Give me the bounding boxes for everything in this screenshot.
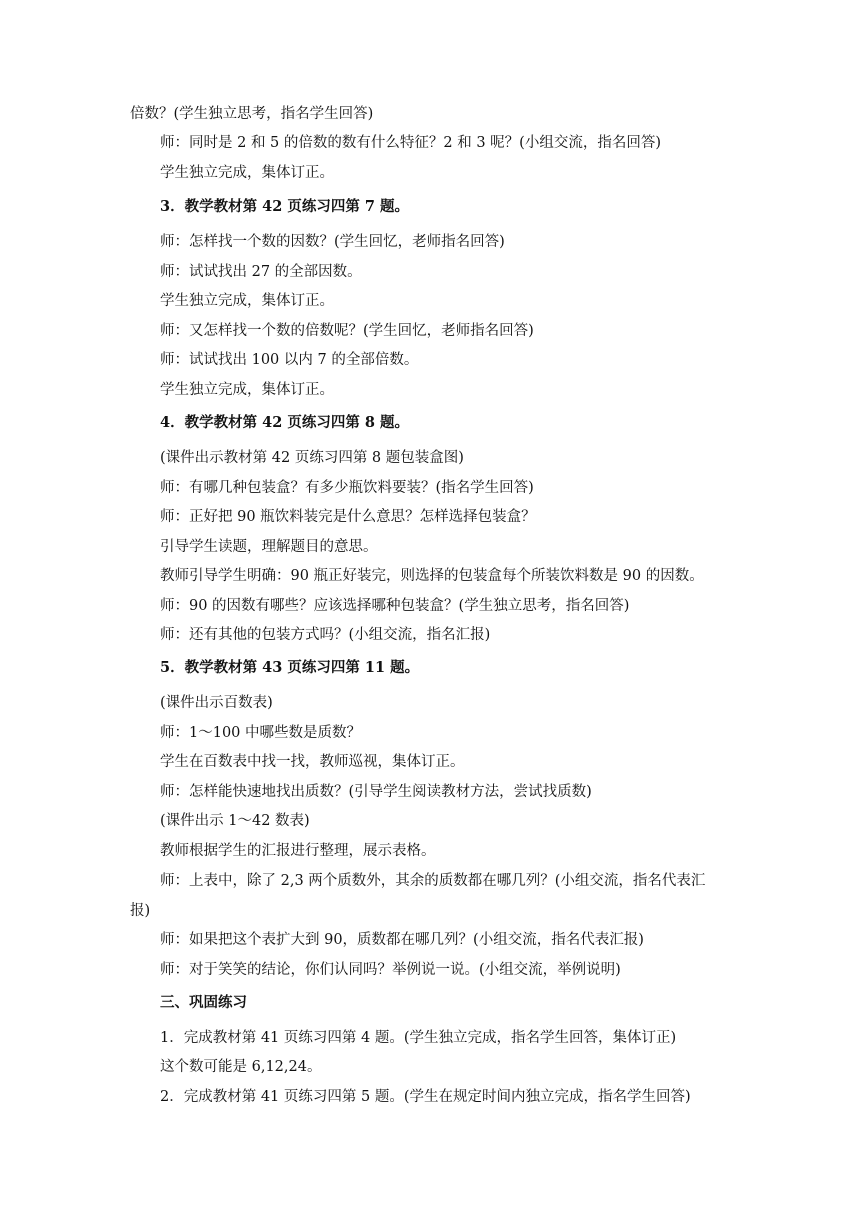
section-heading: 4．教学教材第 42 页练习四第 8 题。 (160, 414, 410, 431)
text-line: 师：正好把 90 瓶饮料装完是什么意思？怎样选择包装盒？ (160, 509, 536, 525)
text-line: 师：又怎样找一个数的倍数呢？(学生回忆，老师指名回答) (160, 323, 534, 339)
text-line: 教师引导学生明确：90 瓶正好装完，则选择的包装盒每个所装饮料数是 90 的因数。 (160, 568, 704, 584)
text-line: 学生独立完成，集体订正。 (160, 382, 334, 398)
text-line: 师：上表中，除了 2,3 两个质数外，其余的质数都在哪几列？(小组交流，指名代表汇 (160, 873, 706, 889)
text-line: 师：1～100 中哪些数是质数？ (160, 725, 362, 741)
text-line: 倍数？(学生独立思考，指名学生回答) (130, 106, 374, 122)
text-line: 师：如果把这个表扩大到 90，质数都在哪几列？(小组交流，指名代表汇报) (160, 932, 644, 948)
section-heading: 3．教学教材第 42 页练习四第 7 题。 (160, 198, 410, 215)
text-line: (课件出示教材第 42 页练习四第 8 题包装盒图) (160, 450, 464, 466)
text-line: 师：怎样能快速地找出质数？(引导学生阅读教材方法，尝试找质数) (160, 784, 592, 800)
text-line: 师：怎样找一个数的因数？(学生回忆，老师指名回答) (160, 234, 505, 250)
text-line: 师：还有其他的包装方式吗？(小组交流，指名汇报) (160, 627, 491, 643)
section-heading: 5．教学教材第 43 页练习四第 11 题。 (160, 659, 420, 676)
text-line: 2．完成教材第 41 页练习四第 5 题。(学生在规定时间内独立完成，指名学生回答) (160, 1089, 691, 1105)
text-line: 师：90 的因数有哪些？应该选择哪种包装盒？(学生独立思考，指名回答) (160, 598, 630, 614)
text-line: 师：同时是 2 和 5 的倍数的数有什么特征？2 和 3 呢？(小组交流，指名回答) (160, 135, 661, 151)
section-heading: 三、巩固练习 (160, 994, 247, 1011)
text-line: 1．完成教材第 41 页练习四第 4 题。(学生独立完成，指名学生回答，集体订正) (160, 1030, 677, 1046)
text-line: 引导学生读题，理解题目的意思。 (160, 539, 378, 555)
text-line: 学生独立完成，集体订正。 (160, 165, 334, 181)
text-line: (课件出示百数表) (160, 695, 273, 711)
text-line: 教师根据学生的汇报进行整理，展示表格。 (160, 843, 436, 859)
text-line: 师：有哪几种包装盒？有多少瓶饮料要装？(指名学生回答) (160, 480, 534, 496)
text-line: 师：试试找出 27 的全部因数。 (160, 264, 362, 280)
text-line: 报) (130, 903, 151, 919)
text-line: 学生独立完成，集体订正。 (160, 293, 334, 309)
text-line: 这个数可能是 6,12,24。 (160, 1059, 322, 1075)
text-line: (课件出示 1～42 数表) (160, 813, 310, 829)
text-line: 师：对于笑笑的结论，你们认同吗？举例说一说。(小组交流，举例说明) (160, 962, 621, 978)
text-line: 学生在百数表中找一找，教师巡视，集体订正。 (160, 754, 465, 770)
text-line: 师：试试找出 100 以内 7 的全部倍数。 (160, 352, 419, 368)
